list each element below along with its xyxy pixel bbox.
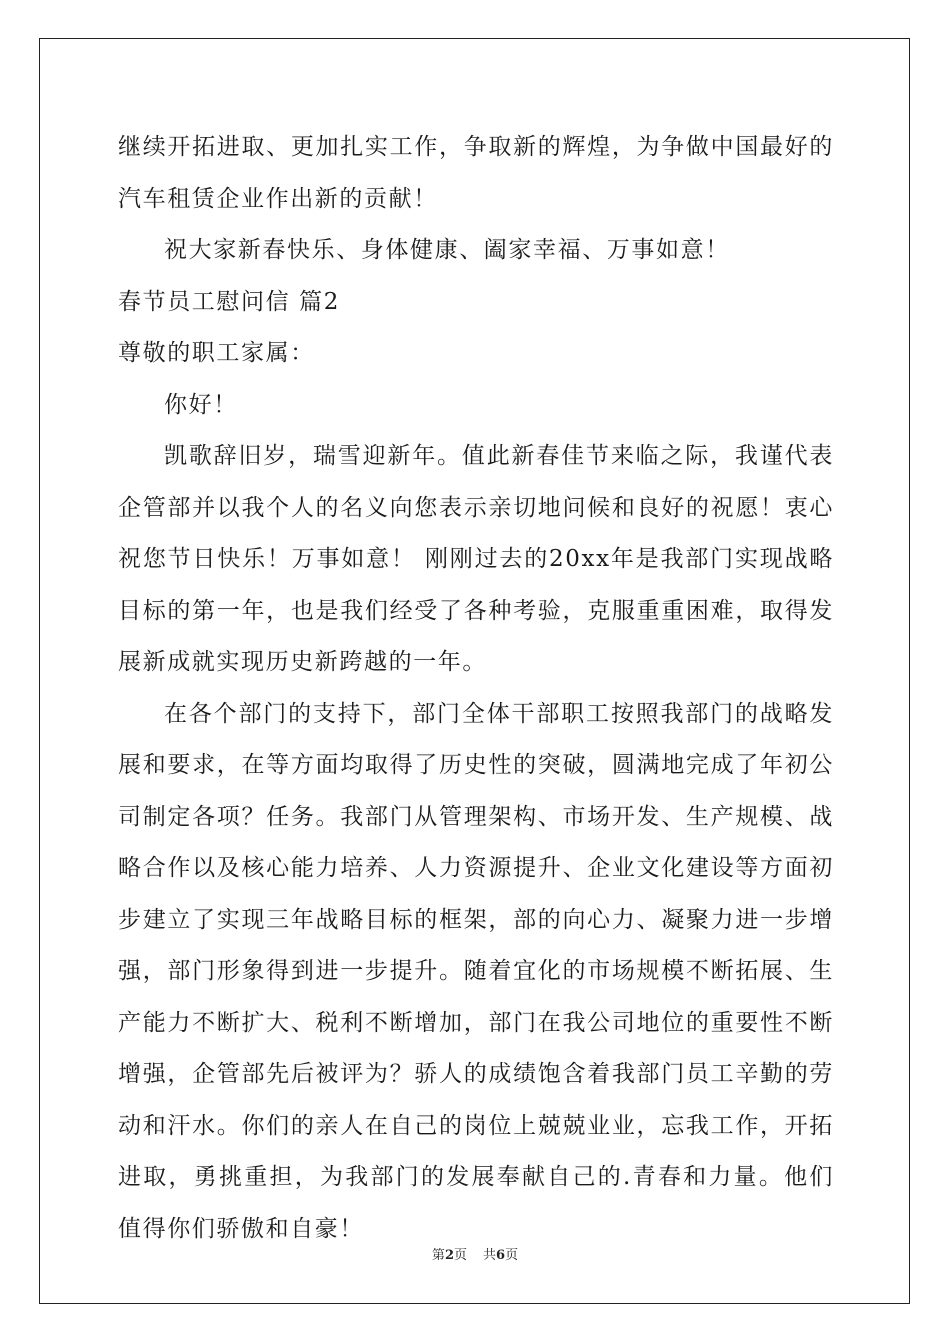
page-number-suffix: 页 [453,1248,467,1263]
greeting: 你好！ [164,391,238,418]
page-total-suffix: 页 [505,1248,519,1263]
section-title: 春节员工慰问信 篇2 [118,288,340,315]
page-number-prefix: 第 [431,1248,445,1263]
paragraph-achievements: 在各个部门的支持下，部门全体干部职工按照我部门的战略发展和要求，在等方面均取得了历史性的突破，圆满地完成了年初公司制定各项？任务。我部门从管理架构、市场开发、生产规模、战略合作以及核心能力培养、人力资源提升、企业文化建设等方面初步建立了实现三年战略目标的框架，部的向心力、凝聚力进一步增强，部门形象得到进一步提升。随着宜化的市场规模不断拓展、生产能力不断扩大、税利不断增加，部门在我公司地位的重要性不断增强，企管部先后被评为？骄人的成绩饱含着我部门员工辛勤的劳动和汗水。你们的亲人在自己的岗位上兢兢业业，忘我工作，开拓进取，勇挑重担，为我部门的发展奉献自己的.青春和力量。他们值得你们骄傲和自豪！ [118,700,834,1242]
page-footer [0,1247,950,1265]
paragraph-new-year: 凯歌辞旧岁，瑞雪迎新年。值此新春佳节来临之际，我谨代表企管部并以我个人的名义向您表示亲切地问候和良好的祝愿！衷心祝您节日快乐！万事如意！ 刚刚过去的20xx年是我部门实现战略目标的第一年，也是我们经受了各种考验，克服重重困难，取得发展新成就实现历史新跨越的一年。 [118,443,834,675]
paragraph-1: 继续开拓进取、更加扎实工作，争取新的辉煌，为争做中国最好的汽车租赁企业作出新的贡献！ [118,134,834,212]
salutation: 尊敬的职工家属： [118,340,315,366]
page-number-total: 6 [496,1248,506,1263]
paragraph-greeting-wishes: 祝大家新春快乐、身体健康、阖家幸福、万事如意！ [164,237,730,263]
document-body [118,122,834,1255]
page-total-prefix: 共 [483,1248,497,1263]
page-number-current: 2 [444,1248,454,1263]
